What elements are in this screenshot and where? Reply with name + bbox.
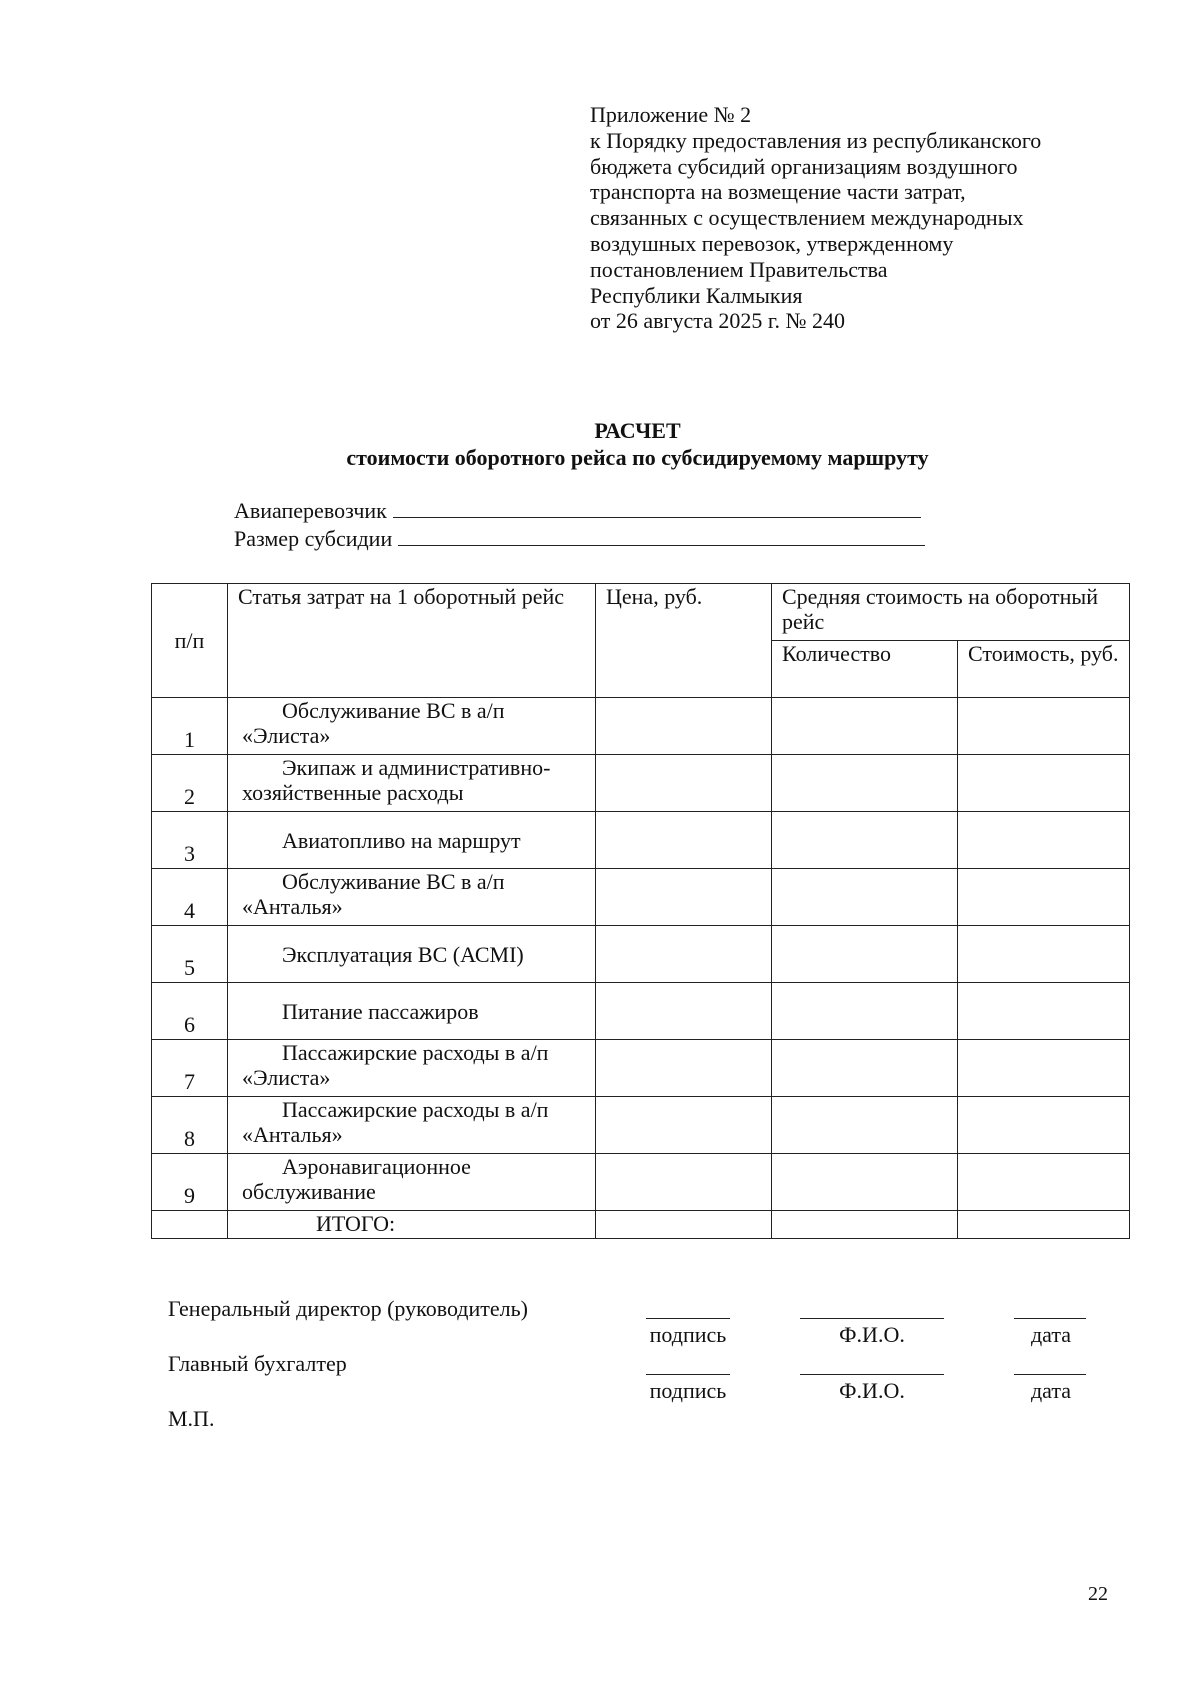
row-item: Аэронавигационное обслуживание xyxy=(228,1154,596,1211)
carrier-field[interactable] xyxy=(234,498,921,524)
subsidy-label: Размер субсидии xyxy=(234,526,393,551)
price-cell[interactable] xyxy=(596,1040,772,1097)
table-row xyxy=(152,1154,1130,1211)
row-number: 4 xyxy=(152,869,228,926)
row-item: Обслуживание ВС в а/п «Элиста» xyxy=(228,698,596,755)
document-subtitle: стоимости оборотного рейса по субсидируемому маршруту xyxy=(346,445,929,470)
quantity-cell[interactable] xyxy=(772,812,958,869)
cost-cell[interactable] xyxy=(958,755,1130,812)
total-cost-cell[interactable] xyxy=(958,1211,1130,1239)
quantity-cell[interactable] xyxy=(772,755,958,812)
appendix-line: Приложение № 2 xyxy=(590,102,752,127)
header-quantity: Количество xyxy=(772,641,958,698)
director-date-caption: дата xyxy=(1030,1322,1072,1347)
header-average-cost: Средняя стоимость на оборотный рейс xyxy=(772,584,1130,641)
cost-cell[interactable] xyxy=(958,1040,1130,1097)
appendix-line: от 26 августа 2025 г. № 240 xyxy=(590,308,845,334)
table-row xyxy=(152,1040,1130,1097)
row-item: Питание пассажиров xyxy=(228,983,596,1040)
price-cell[interactable] xyxy=(596,926,772,983)
row-item: Обслуживание ВС в а/п «Анталья» xyxy=(228,869,596,926)
appendix-line: к Порядку предоставления из республиканского xyxy=(590,127,1042,153)
header-item: Статья затрат на 1 оборотный рейс xyxy=(228,584,596,698)
row-number: 2 xyxy=(152,755,228,812)
total-label: ИТОГО: xyxy=(228,1211,596,1239)
row-number: 7 xyxy=(152,1040,228,1097)
total-price-cell[interactable] xyxy=(596,1211,772,1239)
price-cell[interactable] xyxy=(596,812,772,869)
director-name-line[interactable] xyxy=(800,1318,944,1319)
cost-table xyxy=(151,583,1130,1239)
price-cell[interactable] xyxy=(596,1154,772,1211)
appendix-header xyxy=(590,102,1041,334)
row-number: 6 xyxy=(152,983,228,1040)
quantity-cell[interactable] xyxy=(772,1154,958,1211)
table-row xyxy=(152,812,1130,869)
director-signature-line[interactable] xyxy=(646,1318,730,1319)
price-cell[interactable] xyxy=(596,983,772,1040)
accountant-signature-line[interactable] xyxy=(646,1374,730,1375)
quantity-cell[interactable] xyxy=(772,869,958,926)
price-cell[interactable] xyxy=(596,698,772,755)
row-number: 1 xyxy=(152,698,228,755)
header-num: п/п xyxy=(152,584,228,698)
quantity-cell[interactable] xyxy=(772,698,958,755)
header-price: Цена, руб. xyxy=(596,584,772,698)
quantity-cell[interactable] xyxy=(772,1097,958,1154)
cost-cell[interactable] xyxy=(958,698,1130,755)
table-row xyxy=(152,869,1130,926)
row-item: Пассажирские расходы в а/п «Элиста» xyxy=(228,1040,596,1097)
accountant-name-line[interactable] xyxy=(800,1374,944,1375)
appendix-line: транспорта на возмещение части затрат, xyxy=(590,179,966,205)
table-row xyxy=(152,755,1130,812)
accountant-signature-caption: подпись xyxy=(649,1378,727,1403)
accountant-name-caption: Ф.И.О. xyxy=(839,1378,905,1403)
director-date-line[interactable] xyxy=(1014,1318,1086,1319)
director-signature-caption: подпись xyxy=(649,1322,727,1347)
accountant-label: Главный бухгалтер xyxy=(168,1351,347,1376)
row-item: Пассажирские расходы в а/п «Анталья» xyxy=(228,1097,596,1154)
appendix-line: воздушных перевозок, утвержденному xyxy=(590,230,954,256)
price-cell[interactable] xyxy=(596,869,772,926)
total-num-cell xyxy=(152,1211,228,1239)
cost-cell[interactable] xyxy=(958,926,1130,983)
total-row xyxy=(152,1211,1130,1239)
stamp-label: М.П. xyxy=(168,1406,215,1431)
total-quantity-cell[interactable] xyxy=(772,1211,958,1239)
row-number: 9 xyxy=(152,1154,228,1211)
subsidy-field[interactable] xyxy=(234,526,925,552)
quantity-cell[interactable] xyxy=(772,983,958,1040)
page-number: 22 xyxy=(1088,1583,1108,1605)
row-number: 5 xyxy=(152,926,228,983)
row-number: 3 xyxy=(152,812,228,869)
price-cell[interactable] xyxy=(596,755,772,812)
row-item: Эксплуатация ВС (АСМI) xyxy=(228,926,596,983)
carrier-label: Авиаперевозчик xyxy=(234,498,387,523)
appendix-line: бюджета субсидий организациям воздушного xyxy=(590,153,1018,179)
cost-cell[interactable] xyxy=(958,1154,1130,1211)
quantity-cell[interactable] xyxy=(772,926,958,983)
appendix-line: связанных с осуществлением международных xyxy=(590,205,1024,231)
row-item: Экипаж и административно- хозяйственные расходы xyxy=(228,755,596,812)
row-item: Авиатопливо на маршрут xyxy=(228,812,596,869)
cost-cell[interactable] xyxy=(958,812,1130,869)
table-row xyxy=(152,926,1130,983)
subsidy-blank-line[interactable] xyxy=(398,544,925,546)
price-cell[interactable] xyxy=(596,1097,772,1154)
table-row xyxy=(152,698,1130,755)
cost-cell[interactable] xyxy=(958,1097,1130,1154)
table-row xyxy=(152,1097,1130,1154)
appendix-line: Республики Калмыкия xyxy=(590,282,803,308)
quantity-cell[interactable] xyxy=(772,1040,958,1097)
director-label: Генеральный директор (руководитель) xyxy=(168,1296,528,1321)
accountant-date-caption: дата xyxy=(1030,1378,1072,1403)
header-cost: Стоимость, руб. xyxy=(958,641,1130,698)
appendix-line: постановлением Правительства xyxy=(590,256,888,282)
director-name-caption: Ф.И.О. xyxy=(839,1322,905,1347)
carrier-blank-line[interactable] xyxy=(393,516,921,518)
accountant-date-line[interactable] xyxy=(1014,1374,1086,1375)
row-number: 8 xyxy=(152,1097,228,1154)
document-title: РАСЧЕТ xyxy=(594,418,681,443)
table-row xyxy=(152,983,1130,1040)
cost-cell[interactable] xyxy=(958,869,1130,926)
cost-cell[interactable] xyxy=(958,983,1130,1040)
